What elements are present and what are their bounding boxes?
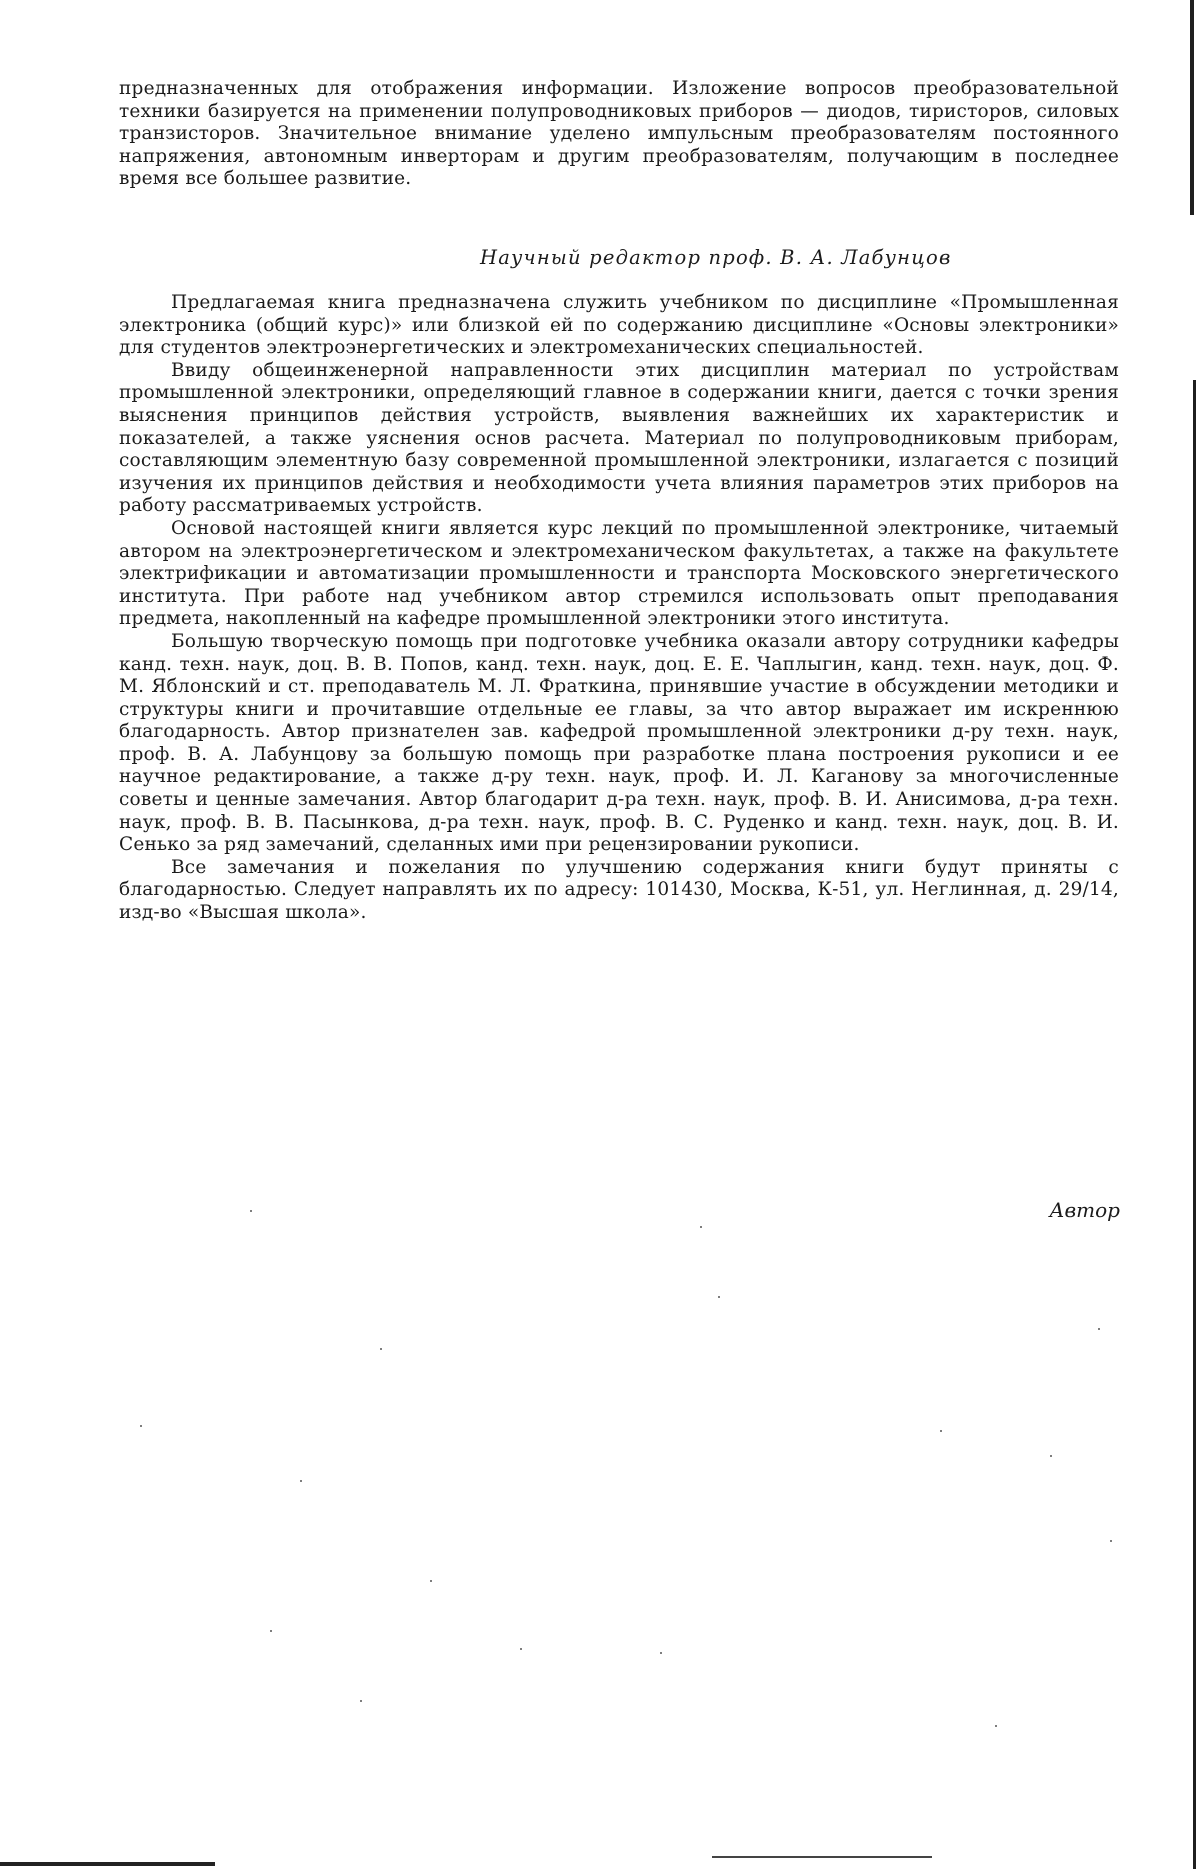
scan-bottom-edge xyxy=(0,1862,215,1866)
scientific-editor-line: Научный редактор проф. В. А. Лабунцов xyxy=(480,246,952,269)
scan-speck xyxy=(250,1210,252,1212)
intro-paragraph: предназначенных для отображения информации. Изложение вопросов преобразовательной техники базируется на применении полупроводниковых приборов — диодов, тиристоров, силовых транзисторов. Значительное внимание уделено импульсным преобразователям постоянного напряжения, автономным инверторам и другим преобразователям, получающим в последнее время все большее развитие. xyxy=(119,78,1119,190)
scan-speck xyxy=(430,1580,432,1582)
intro-paragraph-block xyxy=(119,78,1119,191)
scan-speck xyxy=(360,1700,362,1702)
scan-edge-shadow xyxy=(1190,0,1194,215)
paragraph-acknowledgements: Большую творческую помощь при подготовке учебника оказали автору сотрудники кафедры канд. техн. наук, доц. В. В. Попов, канд. техн. наук, доц. Е. Е. Чаплыгин, канд. техн. наук, доц. Ф. М. Яблонский и ст. преподаватель М. Л. Фраткина, принявшие участие в обсуждении методики и структуры книги и прочитавшие отдельные ее главы, за что автор выражает им искреннюю благодарность. Автор признателен зав. кафедрой промышленной электроники д-ру техн. наук, проф. В. А. Лабунцову за большую помощь при разработке плана построения рукописи и ее научное редактирование, а также д-ру техн. наук, проф. И. Л. Каганову за многочисленные советы и ценные замечания. Автор благодарит д-ра техн. наук, проф. В. И. Анисимова, д-ра техн. наук, проф. В. В. Пасынкова, д-ра техн. наук, проф. В. С. Руденко и канд. техн. наук, доц. В. И. Сенько за ряд замечаний, сделанных ими при рецензировании рукописи. xyxy=(119,630,1119,856)
scan-speck xyxy=(660,1652,662,1654)
scan-speck xyxy=(940,1430,942,1432)
scan-speck xyxy=(140,1425,142,1427)
paragraph-feedback-address: Все замечания и пожелания по улучшению содержания книги будут приняты с благодарностью. Следует направлять их по адресу: 101430, Москва, К-51, ул. Неглинная, д. 29/14, изд-во «Высшая школа». xyxy=(119,856,1119,924)
preface-body xyxy=(119,292,1119,925)
paragraph-basis: Основой настоящей книги является курс лекций по промышленной электронике, читаемый автором на электроэнергетическом и электромеханическом факультетах, а также на факультете электрификации и автоматизации промышленности и транспорта Московского энергетического института. При работе над учебником автор стремился использовать опыт преподавания предмета, накопленный на кафедре промышленной электроники этого института. xyxy=(119,517,1119,630)
scan-speck xyxy=(995,1725,997,1727)
scan-bottom-mark xyxy=(712,1856,932,1858)
scan-speck xyxy=(520,1648,522,1650)
author-signature: Автор xyxy=(1049,1198,1120,1222)
scan-speck xyxy=(300,1480,302,1482)
scan-edge-shadow xyxy=(1193,380,1196,1869)
paragraph-approach: Ввиду общеинженерной направленности этих дисциплин материал по устройствам промышленной электроники, определяющий главное в содержании книги, дается с точки зрения выяснения принципов действия устройств, выявления важнейших их характеристик и показателей, а также уяснения основ расчета. Материал по полупроводниковым приборам, составляющим элементную базу современной промышленной электроники, излагается с позиций изучения их принципов действия и необходимости учета влияния параметров этих приборов на работу рассматриваемых устройств. xyxy=(119,359,1119,517)
scan-speck xyxy=(1110,1540,1112,1542)
paragraph-purpose: Предлагаемая книга предназначена служить учебником по дисциплине «Промышленная электроника (общий курс)» или близкой ей по содержанию дисциплине «Основы электроники» для студентов электроэнергетических и электромеханических специальностей. xyxy=(119,292,1119,359)
scan-speck xyxy=(270,1630,272,1632)
scan-speck xyxy=(700,1226,702,1228)
scan-speck xyxy=(1050,1455,1052,1457)
scan-speck xyxy=(380,1348,382,1350)
scan-speck xyxy=(718,1296,720,1298)
scan-speck xyxy=(1098,1328,1100,1330)
